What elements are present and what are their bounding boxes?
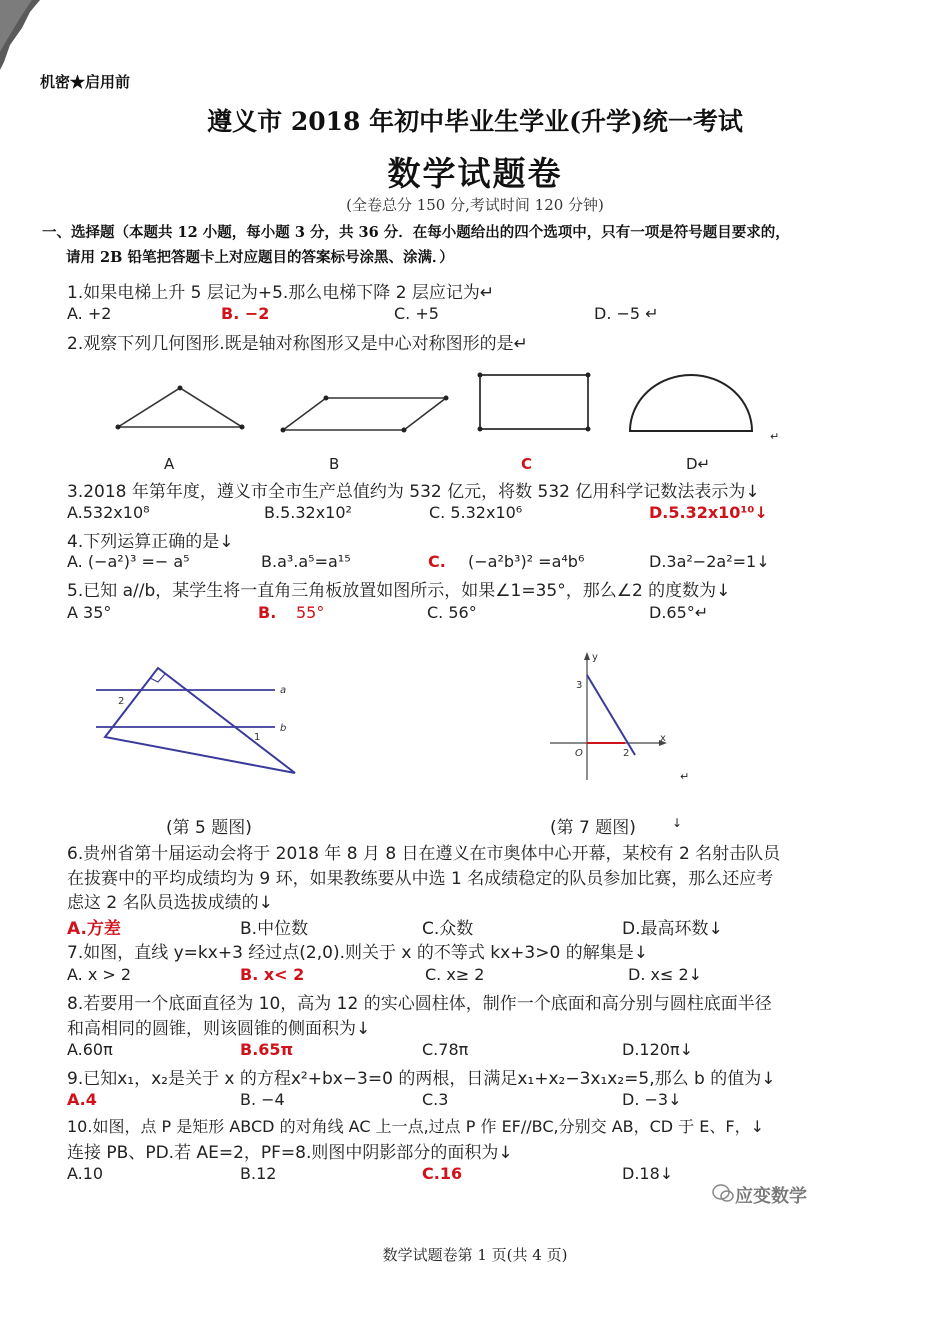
- exam-subtitle: (全卷总分 150 分,考试时间 120 分钟): [346, 196, 604, 214]
- q2-stem: 2.观察下列几何图形.既是轴对称图形又是中心对称图形的是↵: [67, 334, 528, 354]
- torn-corner-decoration: [0, 0, 40, 70]
- q1-option-d: D. −5 ↵: [594, 304, 659, 323]
- q4-option-c-label: C.: [428, 552, 446, 571]
- fig7-mark: ↵: [680, 770, 690, 783]
- q8-option-a: A.60π: [67, 1040, 113, 1059]
- q5-option-b-label: B.: [258, 603, 277, 622]
- q1-option-c: C. +5: [394, 304, 439, 323]
- q3-option-a: A.532x10⁸: [67, 503, 150, 522]
- section-instructions-line1: 一、选择题（本题共 12 小题，每小题 3 分，共 36 分．在每小题给出的四个选项中，只有一项是符号题目要求的，: [42, 224, 790, 241]
- q9-stem: 9.已知x₁，x₂是关于 x 的方程x²+bx−3=0 的两根，日满足x₁+x₂−3x₁x₂=5,那么 b 的值为↓: [67, 1069, 776, 1089]
- q1-option-a: A. +2: [67, 304, 112, 323]
- fig7-label-x: x: [660, 733, 666, 744]
- q4-stem: 4.下列运算正确的是↓: [67, 532, 234, 552]
- q9-option-b: B. −4: [240, 1090, 285, 1109]
- q10-stem-line2: 连接 PB、PD.若 AE=2，PF=8.则图中阴影部分的面积为↓: [67, 1143, 513, 1163]
- q3-option-d: D.5.32x10¹⁰↓: [649, 503, 768, 522]
- q3-option-c: C. 5.32x10⁶: [429, 503, 523, 522]
- fig5-label-b: b: [280, 723, 287, 734]
- q6-stem-line3: 虑这 2 名队员选拔成绩的↓: [67, 893, 273, 913]
- page-footer: 数学试题卷第 1 页(共 4 页): [382, 1246, 568, 1264]
- fig7-label-y: y: [592, 652, 598, 663]
- q8-stem-line1: 8.若要用一个底面直径为 10，高为 12 的实心圆柱体，制作一个底面和高分别与圆柱底面半径: [67, 994, 772, 1014]
- q7-stem: 7.如图，直线 y=kx+3 经过点(2,0).则关于 x 的不等式 kx+3>0 的解集是↓: [67, 943, 648, 963]
- q2-label-d: D↵: [686, 455, 711, 473]
- wechat-icon: [712, 1182, 734, 1204]
- q8-option-c: C.78π: [422, 1040, 469, 1059]
- q4-option-a: A. (−a²)³ =− a⁵: [67, 552, 190, 571]
- q3-stem: 3.2018 年第年度，遵义市全市生产总值约为 532 亿元，将数 532 亿用科学记数法表示为↓: [67, 482, 760, 502]
- exam-title: 遵义市 2018 年初中毕业生学业(升学)统一考试: [207, 107, 743, 136]
- q6-option-a: A.方差: [67, 919, 121, 939]
- q5-option-b: 55°: [296, 603, 325, 622]
- q10-option-b: B.12: [240, 1164, 277, 1183]
- q1-option-b: B. −2: [221, 304, 270, 323]
- figure-q5: [90, 660, 320, 790]
- q5-option-d: D.65°↵: [649, 603, 709, 622]
- fig5-label-a: a: [280, 685, 287, 696]
- q6-stem-line2: 在拔赛中的平均成绩均为 9 环，如果教练要从中选 1 名成绩稳定的队员参加比赛，那么还应考: [67, 869, 774, 889]
- q1-stem: 1.如果电梯上升 5 层记为+5.那么电梯下降 2 层应记为↵: [67, 283, 495, 303]
- q8-stem-line2: 和高相同的圆锥，则该圆锥的侧面积为↓: [67, 1019, 371, 1039]
- q6-option-b: B.中位数: [240, 919, 309, 939]
- fig5-angle-2: 2: [118, 696, 125, 707]
- q6-stem-line1: 6.贵州省第十届运动会将于 2018 年 8 月 8 日在遵义在市奥体中心开幕，某校有 2 名射击队员: [67, 844, 781, 864]
- q4-option-b: B.a³.a⁵=a¹⁵: [261, 552, 351, 571]
- q3-option-b: B.5.32x10²: [264, 503, 352, 522]
- q5-option-c: C. 56°: [427, 603, 477, 622]
- q7-option-d: D. x≤ 2↓: [628, 965, 703, 984]
- q5-option-a: A 35°: [67, 603, 112, 622]
- shape-b-parallelogram: [281, 396, 449, 433]
- q10-option-d: D.18↓: [622, 1164, 674, 1183]
- q8-option-b: B.65π: [240, 1040, 294, 1059]
- figure-q7-caption-mark: ↓: [672, 816, 683, 830]
- shape-c-rectangle: [478, 373, 591, 432]
- q9-option-c: C.3: [422, 1090, 449, 1109]
- q7-option-c: C. x≥ 2: [425, 965, 485, 984]
- q6-option-d: D.最高环数↓: [622, 919, 723, 939]
- q2-label-c: C: [521, 455, 533, 473]
- q2-label-a: A: [164, 455, 175, 473]
- q2-label-b: B: [329, 455, 340, 473]
- figure-q7: [545, 650, 675, 785]
- fig7-label-3: 3: [576, 680, 583, 691]
- q10-option-a: A.10: [67, 1164, 104, 1183]
- q2-mark: ↵: [770, 430, 780, 443]
- exam-subject: 数学试题卷: [387, 154, 563, 193]
- q4-option-d: D.3a²−2a²=1↓: [649, 552, 770, 571]
- q7-option-a: A. x > 2: [67, 965, 132, 984]
- q8-option-d: D.120π↓: [622, 1040, 693, 1059]
- fig7-label-o: O: [575, 748, 583, 759]
- q10-stem-line1: 10.如图，点 P 是矩形 ABCD 的对角线 AC 上一点,过点 P 作 EF//BC,分别交 AB，CD 于 E、F，↓: [67, 1117, 765, 1136]
- q9-option-a: A.4: [67, 1090, 97, 1109]
- shape-a-triangle: [116, 386, 245, 430]
- shape-d-semicircle: [630, 375, 752, 431]
- q6-option-c: C.众数: [422, 919, 474, 939]
- confidential-mark: 机密★启用前: [40, 73, 131, 91]
- q5-stem: 5.已知 a//b，某学生将一直角三角板放置如图所示，如果∠1=35°，那么∠2 的度数为↓: [67, 581, 731, 601]
- fig7-label-2: 2: [623, 748, 630, 759]
- section-instructions-line2: 请用 2B 铅笔把答题卡上对应题目的答案标号涂黑、涂满．）: [66, 249, 454, 266]
- fig5-angle-1: 1: [254, 732, 261, 743]
- q9-option-d: D. −3↓: [622, 1090, 682, 1109]
- figure-q5-caption: (第 5 题图): [166, 818, 252, 838]
- figure-q7-caption: (第 7 题图): [550, 818, 636, 838]
- q10-option-c: C.16: [422, 1164, 463, 1183]
- q4-option-c: (−a²b³)² =a⁴b⁶: [468, 552, 585, 571]
- q7-option-b: B. x< 2: [240, 965, 305, 984]
- watermark-text: 应变数学: [735, 1186, 807, 1207]
